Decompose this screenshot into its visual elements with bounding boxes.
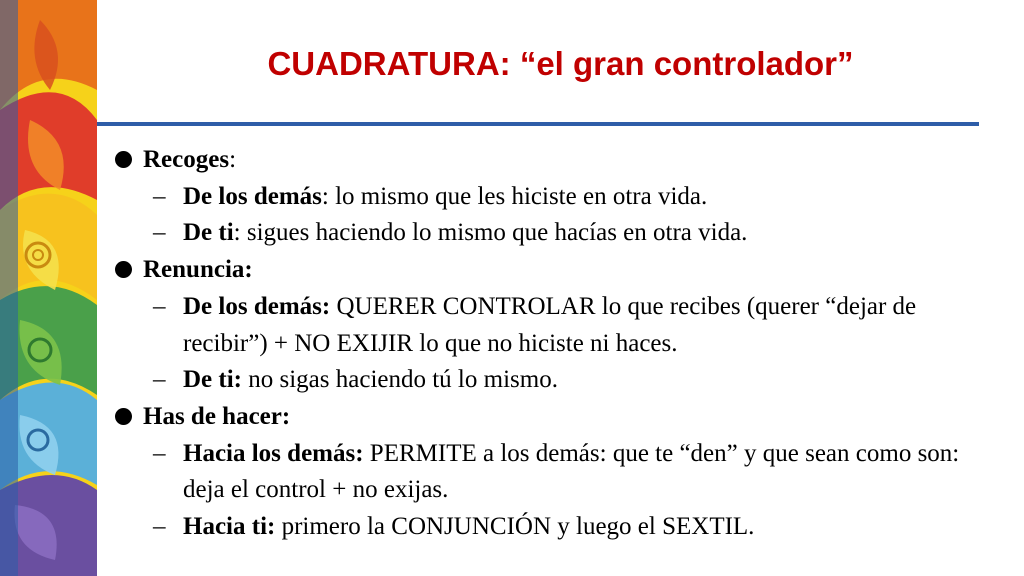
dash-icon: – xyxy=(153,513,166,541)
bullet-label: Renuncia: xyxy=(143,256,253,284)
sub-item-label: De ti xyxy=(183,219,234,247)
sub-item-text: : sigues haciendo lo mismo que hacías en otra vida. xyxy=(233,219,748,247)
bullet-label: Recoges xyxy=(143,146,230,173)
sub-item xyxy=(112,509,1002,546)
bullet-dot-icon xyxy=(115,261,132,278)
sub-item xyxy=(112,289,1002,362)
sub-item xyxy=(112,179,1002,216)
sub-item xyxy=(112,436,1002,509)
bullet-has-de-hacer xyxy=(112,399,1002,436)
sub-item-label: De los demás: xyxy=(183,292,331,320)
sub-item-label: Hacia los demás: xyxy=(183,439,364,467)
sub-item-text: no sigas haciendo tú lo mismo. xyxy=(242,366,558,394)
sub-item-text: PERMITE a los demás: que te “den” y que sean como son: deja el control + no exijas. xyxy=(183,439,960,504)
sub-item-label: De ti: xyxy=(183,366,242,394)
sub-item-label: De los demás xyxy=(183,182,322,210)
bullet-dot-icon xyxy=(115,408,132,425)
sub-item-text: QUERER CONTROLAR lo que recibes (querer “dejar de recibir”) + NO EXIJIR lo que no hiciste ni haces. xyxy=(183,292,917,357)
sub-item xyxy=(112,362,1002,399)
bullet-label: Has de hacer: xyxy=(143,402,291,430)
sub-item-text: primero la CONJUNCIÓN y luego el SEXTIL. xyxy=(275,513,755,541)
dash-icon: – xyxy=(153,366,166,394)
sub-item xyxy=(112,215,1002,252)
dash-icon: – xyxy=(153,182,166,210)
bullet-recoges xyxy=(112,142,1002,179)
sub-item-label: Hacia ti: xyxy=(183,513,276,541)
dash-icon: – xyxy=(153,439,166,467)
slide-content xyxy=(112,142,1002,546)
bullet-dot-icon xyxy=(115,151,132,168)
title-divider xyxy=(97,122,979,126)
page-title: CUADRATURA: “el gran controlador” xyxy=(267,45,854,82)
bullet-renuncia xyxy=(112,252,1002,289)
dash-icon: – xyxy=(153,219,166,247)
sub-item-text: : lo mismo que les hiciste en otra vida. xyxy=(321,182,708,210)
mandala-painting-image xyxy=(0,0,97,576)
dash-icon: – xyxy=(153,292,166,320)
bullet-suffix: : xyxy=(229,146,237,173)
